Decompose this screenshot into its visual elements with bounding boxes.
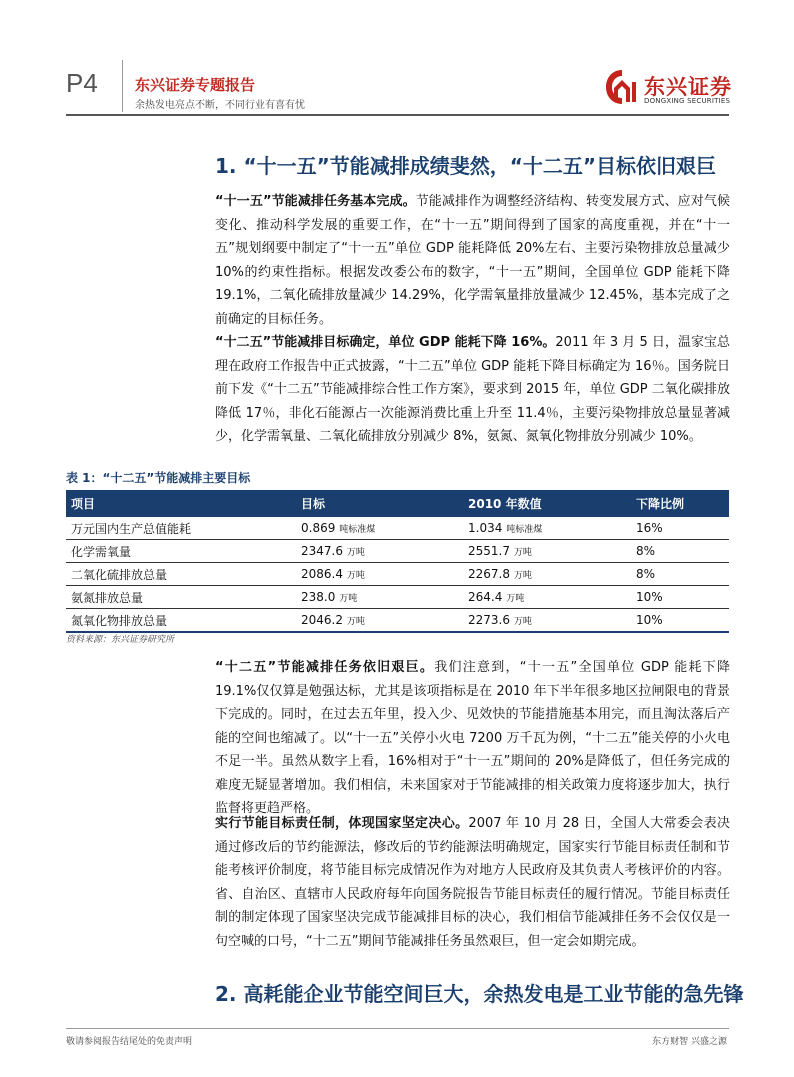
logo-subtext: DONGXING SECURITIES [644, 97, 731, 105]
targets-table [66, 490, 729, 633]
paragraph-4 [215, 812, 730, 953]
col-header-pct: 下降比例 [631, 490, 729, 517]
cell-2010: 1.034 吨标准煤 [463, 517, 631, 540]
table-header-row [66, 490, 729, 517]
paragraph-4-body: 2007 年 10 月 28 日，全国人大常委会表决通过修改后的节约能源法，修改后的节约能源法明确规定，国家实行节能目标责任制和节能考核评价制度，将节能目标完成情况作为对地方人民政府及其负责人考核评价的内容。省、自治区、直辖市人民政府每年向国务院报告节能目标责任的履行情况。节能目标责任制的制定体现了国家坚决完成节能减排目标的决心，我们相信节能减排任务不会仅仅是一句空喊的口号，“十二五”期间节能减排任务虽然艰巨，但一定会如期完成。 [215, 816, 730, 949]
table-row [66, 563, 729, 586]
paragraph-1 [215, 190, 730, 331]
cell-item: 万元国内生产总值能耗 [66, 517, 296, 540]
footer-disclaimer: 敬请参阅报告结尾处的免责声明 [66, 1037, 193, 1047]
cell-target: 2347.6 万吨 [296, 540, 463, 563]
paragraph-4-lead: 实行节能目标责任制，体现国家坚定决心。 [215, 816, 469, 831]
section-heading-2: 2. 高耗能企业节能空间巨大，余热发电是工业节能的急先锋 [215, 982, 744, 1006]
cell-pct: 10% [631, 586, 729, 609]
cell-item: 氮氧化物排放总量 [66, 609, 296, 633]
dongxing-logo-icon [604, 68, 640, 106]
paragraph-2-body: 2011 年 3 月 5 日，温家宝总理在政府工作报告中正式披露，“十二五”单位 GDP 能耗下降目标确定为 16％。国务院日前下发《“十二五”节能减排综合性工作方案》，要求到 2015 年，单位 GDP 二氧化碳排放降低 17％，非化石能源占一次能源消费比重上升至 11.4％，主要污染物排放总量显著减少，化学需氧量、二氧化硫排放分别减少 8%，氨氮、氮氧化物排放分别减少 10%。 [215, 335, 730, 444]
paragraph-2-lead: “十二五”节能减排目标确定，单位 GDP 能耗下降 16%。 [215, 335, 556, 350]
cell-target: 238.0 万吨 [296, 586, 463, 609]
logo-text: 东兴证券 [644, 75, 732, 99]
cell-pct: 8% [631, 563, 729, 586]
report-title: 东兴证券专题报告 [135, 76, 256, 94]
cell-item: 化学需氧量 [66, 540, 296, 563]
cell-target: 0.869 吨标准煤 [296, 517, 463, 540]
section-heading-1: 1. “十一五”节能减排成绩斐然，“十二五”目标依旧艰巨 [215, 154, 717, 178]
table-row [66, 540, 729, 563]
cell-target: 2046.2 万吨 [296, 609, 463, 633]
paragraph-2 [215, 331, 730, 449]
paragraph-3-body: 我们注意到，“十一五”全国单位 GDP 能耗下降 19.1%仅仅算是勉强达标，尤其是该项指标是在 2010 年下半年很多地区拉闸限电的背景下完成的。同时，在过去五年里，投入少、见效快的节能措施基本用完，而且淘汰落后产能的空间也缩减了。以“十一五”关停小火电 7200 万千瓦为例，“十二五”能关停的小火电不足一半。虽然从数字上看，16%相对于“十一五”期间的 20%是降低了，但任务完成的难度无疑显著增加。我们相信，未来国家对于节能减排的相关政策力度将逐步加大，执行监督将更趋严格。 [215, 660, 730, 816]
cell-pct: 10% [631, 609, 729, 633]
table-row [66, 609, 729, 633]
cell-pct: 8% [631, 540, 729, 563]
cell-2010: 264.4 万吨 [463, 586, 631, 609]
cell-2010: 2551.7 万吨 [463, 540, 631, 563]
header-divider [122, 60, 123, 112]
paragraph-1-lead: “十一五”节能减排任务基本完成。 [215, 194, 416, 209]
footer-slogan: 东方财智 兴盛之源 [652, 1037, 727, 1047]
footer-rule [66, 1028, 729, 1029]
cell-target: 2086.4 万吨 [296, 563, 463, 586]
header-rule [66, 114, 729, 116]
cell-item: 二氧化硫排放总量 [66, 563, 296, 586]
paragraph-3-lead: “十二五”节能减排任务依旧艰巨。 [215, 660, 435, 675]
table-row [66, 517, 729, 540]
col-header-2010: 2010 年数值 [463, 490, 631, 517]
paragraph-3 [215, 656, 730, 821]
table-source: 资料来源：东兴证券研究所 [66, 635, 175, 645]
cell-pct: 16% [631, 517, 729, 540]
table-caption: 表 1：“十二五”节能减排主要目标 [66, 471, 251, 485]
page-number: P4 [66, 68, 98, 98]
col-header-item: 项目 [66, 490, 296, 517]
report-subtitle: 余热发电亮点不断，不同行业有喜有忧 [135, 100, 305, 111]
col-header-target: 目标 [296, 490, 463, 517]
table-row [66, 586, 729, 609]
cell-item: 氨氮排放总量 [66, 586, 296, 609]
cell-2010: 2267.8 万吨 [463, 563, 631, 586]
paragraph-1-body: 节能减排作为调整经济结构、转变发展方式、应对气候变化、推动科学发展的重要工作，在“十一五”期间得到了国家的高度重视，并在“十一五”规划纲要中制定了“十一五”单位 GDP 能耗降低 20%左右、主要污染物排放总量减少 10%的约束性指标。根据发改委公布的数字，“十一五”期间，全国单位 GDP 能耗下降 19.1%，二氧化硫排放量减少 14.29%，化学需氧量排放量减少 12.45%，基本完成了之前确定的目标任务。 [215, 194, 730, 327]
cell-2010: 2273.6 万吨 [463, 609, 631, 633]
